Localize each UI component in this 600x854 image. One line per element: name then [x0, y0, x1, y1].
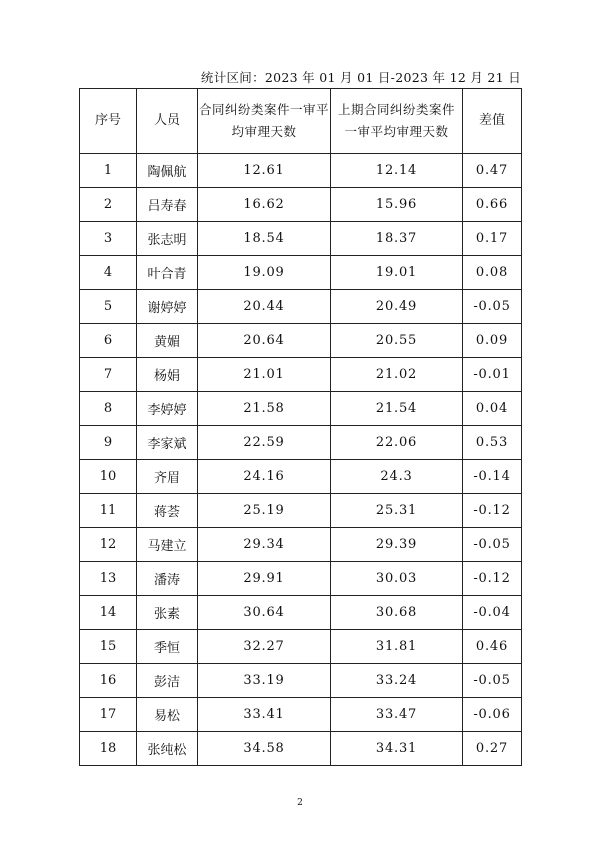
cell-index: 2 [80, 188, 137, 222]
cell-previous-days: 19.01 [331, 256, 463, 290]
cell-diff: 0.47 [463, 154, 522, 188]
trial-days-table [79, 88, 522, 766]
cell-person: 季恒 [137, 630, 198, 664]
cell-person: 张志明 [137, 222, 198, 256]
table-row [80, 664, 522, 698]
cell-person: 彭洁 [137, 664, 198, 698]
cell-index: 14 [80, 596, 137, 630]
table-row [80, 222, 522, 256]
cell-person: 齐眉 [137, 460, 198, 494]
header-current-days-label: 合同纠纷类案件一审平均审理天数 [199, 102, 330, 139]
table-row [80, 460, 522, 494]
cell-previous-days: 33.47 [331, 698, 463, 732]
cell-index: 15 [80, 630, 137, 664]
cell-current-days: 29.34 [198, 528, 331, 562]
cell-person: 叶合青 [137, 256, 198, 290]
table-row [80, 698, 522, 732]
cell-current-days: 16.62 [198, 188, 331, 222]
cell-index: 16 [80, 664, 137, 698]
table-row [80, 528, 522, 562]
cell-current-days: 20.64 [198, 324, 331, 358]
table-row [80, 154, 522, 188]
cell-person: 杨娟 [137, 358, 198, 392]
cell-index: 11 [80, 494, 137, 528]
cell-current-days: 18.54 [198, 222, 331, 256]
cell-current-days: 20.44 [198, 290, 331, 324]
table-row [80, 596, 522, 630]
cell-previous-days: 30.03 [331, 562, 463, 596]
table-row [80, 392, 522, 426]
cell-person: 潘涛 [137, 562, 198, 596]
cell-current-days: 22.59 [198, 426, 331, 460]
cell-diff: -0.04 [463, 596, 522, 630]
cell-current-days: 30.64 [198, 596, 331, 630]
cell-person: 陶佩航 [137, 154, 198, 188]
statistics-period: 统计区间：2023 年 01 月 01 日-2023 年 12 月 21 日 [200, 70, 521, 85]
cell-previous-days: 34.31 [331, 732, 463, 766]
cell-diff: 0.17 [463, 222, 522, 256]
cell-diff: -0.14 [463, 460, 522, 494]
cell-index: 9 [80, 426, 137, 460]
cell-person: 李家斌 [137, 426, 198, 460]
cell-diff: 0.04 [463, 392, 522, 426]
cell-index: 1 [80, 154, 137, 188]
cell-previous-days: 15.96 [331, 188, 463, 222]
header-current-days [198, 89, 331, 154]
cell-previous-days: 20.55 [331, 324, 463, 358]
cell-index: 5 [80, 290, 137, 324]
cell-index: 10 [80, 460, 137, 494]
table-row [80, 290, 522, 324]
cell-previous-days: 24.3 [331, 460, 463, 494]
cell-previous-days: 21.54 [331, 392, 463, 426]
cell-index: 3 [80, 222, 137, 256]
cell-current-days: 19.09 [198, 256, 331, 290]
cell-diff: 0.08 [463, 256, 522, 290]
table-row [80, 358, 522, 392]
cell-diff: -0.12 [463, 562, 522, 596]
page-number: 2 [297, 798, 303, 808]
cell-diff: 0.53 [463, 426, 522, 460]
cell-person: 李婷婷 [137, 392, 198, 426]
cell-index: 6 [80, 324, 137, 358]
cell-current-days: 24.16 [198, 460, 331, 494]
table-row [80, 732, 522, 766]
cell-person: 谢婷婷 [137, 290, 198, 324]
cell-person: 张素 [137, 596, 198, 630]
cell-current-days: 34.58 [198, 732, 331, 766]
cell-index: 17 [80, 698, 137, 732]
cell-index: 4 [80, 256, 137, 290]
cell-previous-days: 18.37 [331, 222, 463, 256]
cell-diff: -0.05 [463, 528, 522, 562]
cell-current-days: 21.58 [198, 392, 331, 426]
header-previous-days [331, 89, 463, 154]
cell-index: 7 [80, 358, 137, 392]
cell-previous-days: 30.68 [331, 596, 463, 630]
table-row [80, 562, 522, 596]
table-row [80, 630, 522, 664]
table-header-row [80, 89, 522, 154]
cell-index: 8 [80, 392, 137, 426]
cell-person: 易松 [137, 698, 198, 732]
table-row [80, 426, 522, 460]
table-body [80, 154, 522, 766]
cell-index: 13 [80, 562, 137, 596]
cell-diff: -0.05 [463, 290, 522, 324]
cell-person: 蒋荟 [137, 494, 198, 528]
cell-diff: 0.46 [463, 630, 522, 664]
cell-previous-days: 25.31 [331, 494, 463, 528]
cell-current-days: 21.01 [198, 358, 331, 392]
cell-person: 张纯松 [137, 732, 198, 766]
header-person: 人员 [137, 89, 198, 154]
cell-person: 马建立 [137, 528, 198, 562]
cell-index: 18 [80, 732, 137, 766]
table-row [80, 256, 522, 290]
cell-diff: -0.06 [463, 698, 522, 732]
cell-diff: -0.12 [463, 494, 522, 528]
cell-previous-days: 22.06 [331, 426, 463, 460]
cell-diff: -0.05 [463, 664, 522, 698]
header-previous-days-label: 上期合同纠纷类案件一审平均审理天数 [337, 102, 455, 139]
cell-diff: -0.01 [463, 358, 522, 392]
cell-current-days: 33.19 [198, 664, 331, 698]
cell-index: 12 [80, 528, 137, 562]
cell-diff: 0.27 [463, 732, 522, 766]
cell-current-days: 32.27 [198, 630, 331, 664]
cell-previous-days: 12.14 [331, 154, 463, 188]
table-row [80, 494, 522, 528]
cell-person: 吕寿春 [137, 188, 198, 222]
cell-current-days: 29.91 [198, 562, 331, 596]
cell-previous-days: 33.24 [331, 664, 463, 698]
cell-previous-days: 20.49 [331, 290, 463, 324]
table-row [80, 324, 522, 358]
cell-previous-days: 31.81 [331, 630, 463, 664]
header-diff: 差值 [463, 89, 522, 154]
cell-current-days: 33.41 [198, 698, 331, 732]
cell-diff: 0.66 [463, 188, 522, 222]
cell-previous-days: 21.02 [331, 358, 463, 392]
cell-current-days: 12.61 [198, 154, 331, 188]
cell-current-days: 25.19 [198, 494, 331, 528]
cell-person: 黄媚 [137, 324, 198, 358]
cell-diff: 0.09 [463, 324, 522, 358]
header-index: 序号 [80, 89, 137, 154]
cell-previous-days: 29.39 [331, 528, 463, 562]
table-row [80, 188, 522, 222]
